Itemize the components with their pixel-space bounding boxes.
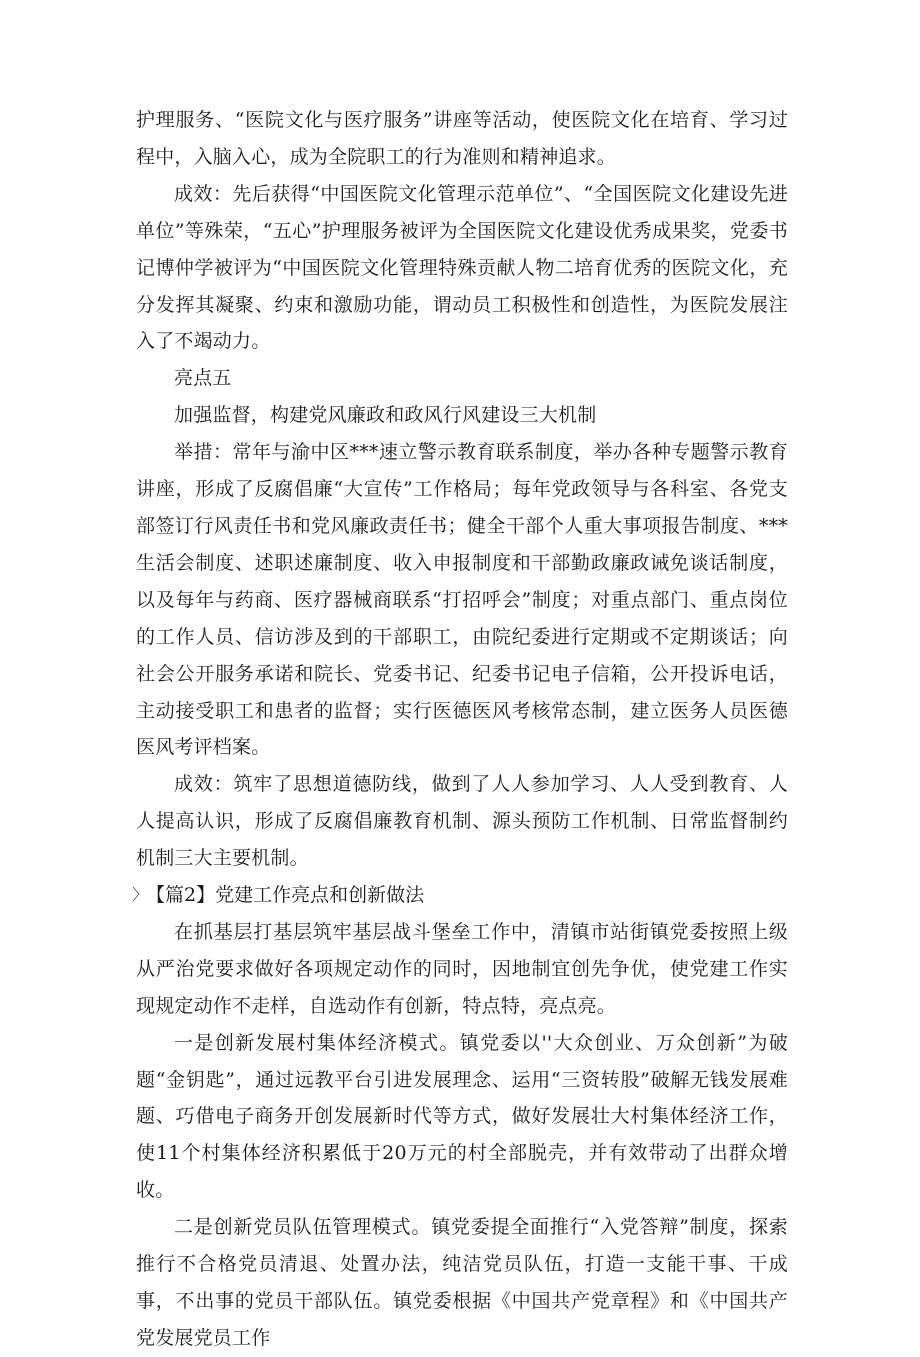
highlight-heading: 亮点五	[174, 367, 232, 390]
highlight-subheading: 加强监督，构建党风廉政和政风行风建设三大机制	[174, 404, 597, 427]
paragraph-intro: 在抓基层打基层筑牢基层战斗堡垒工作中，清镇市站街镇党委按照上级从严治党要求做好各项规定动作的同时，因地制宜创先争优，使党建工作实现规定动作不走样，自选动作有创新，特点特，亮点亮。	[136, 920, 788, 1017]
paragraph-point-2: 二是创新党员队伍管理模式。镇党委提全面推行“入党答辩”制度，探索推行不合格党员清退、处置办法，纯洁党员队伍，打造一支能干事、干成事，不出事的党员干部队伍。镇党委根据《中国共产党章程》和《中国共产党发展党员工作	[136, 1216, 788, 1349]
paragraph-measures: 举措：常年与渝中区***速立警示教育联系制度，举办各种专题警示教育讲座，形成了反腐倡廉“大宣传”工作格局；每年党政领导与各科室、各党支部签订行风责任书和党风廉政责任书；健全干部个人重大事项报告制度、***生活会制度、述职述廉制度、收入申报制度和干部勤政廉政诫免谈话制度，以及每年与药商、医疗器械商联系“打招呼会”制度；对重点部门、重点岗位的工作人员、信访涉及到的干部职工，由院纪委进行定期或不定期谈话；向社会公开服务承诺和院长、党委书记、纪委书记电子信箱，公开投诉电话，主动接受职工和患者的监督；实行医德医风考核常态制，建立医务人员医德医风考评档案。	[136, 441, 788, 759]
paragraph-point-1: 一是创新发展村集体经济模式。镇党委以''大众创业、万众创新”为破题“金钥匙”，通过远教平台引进发展理念、运用“三资转股”破解无钱发展难题、巧借电子商务开创发展新时代等方式，做好发展壮大村集体经济工作，使11个村集体经济积累低于20万元的村全部脱壳，并有效带动了出群众增收。	[136, 1031, 788, 1202]
section-heading-text: 【篇2】党建工作亮点和创新做法	[146, 884, 425, 907]
paragraph-continued: 护理服务、“医院文化与医疗服务”讲座等活动，使医院文化在培育、学习过程中，入脑入心，成为全院职工的行为准则和精神追求。	[136, 109, 788, 168]
chevron-right-icon: 〉	[132, 885, 149, 905]
section-heading	[132, 877, 788, 914]
paragraph-results-2: 成效：筑牢了思想道德防线，做到了人人参加学习、人人受到教育、人人提高认识，形成了反腐倡廉教育机制、源头预防工作机制、日常监督制约机制三大主要机制。	[136, 773, 788, 870]
document-body	[132, 102, 788, 1357]
paragraph-results-1: 成效：先后获得“中国医院文化管理示范单位”、“全国医院文化建设先进单位”等殊荣，“五心”护理服务被评为全国医院文化建设优秀成果奖，党委书记博仲学被评为“中国医院文化管理特殊贡献人物二培育优秀的医院文化，充分发挥其凝聚、约束和激励功能，谓动员工积极性和创造性，为医院发展注入了不竭动力。	[136, 182, 788, 353]
